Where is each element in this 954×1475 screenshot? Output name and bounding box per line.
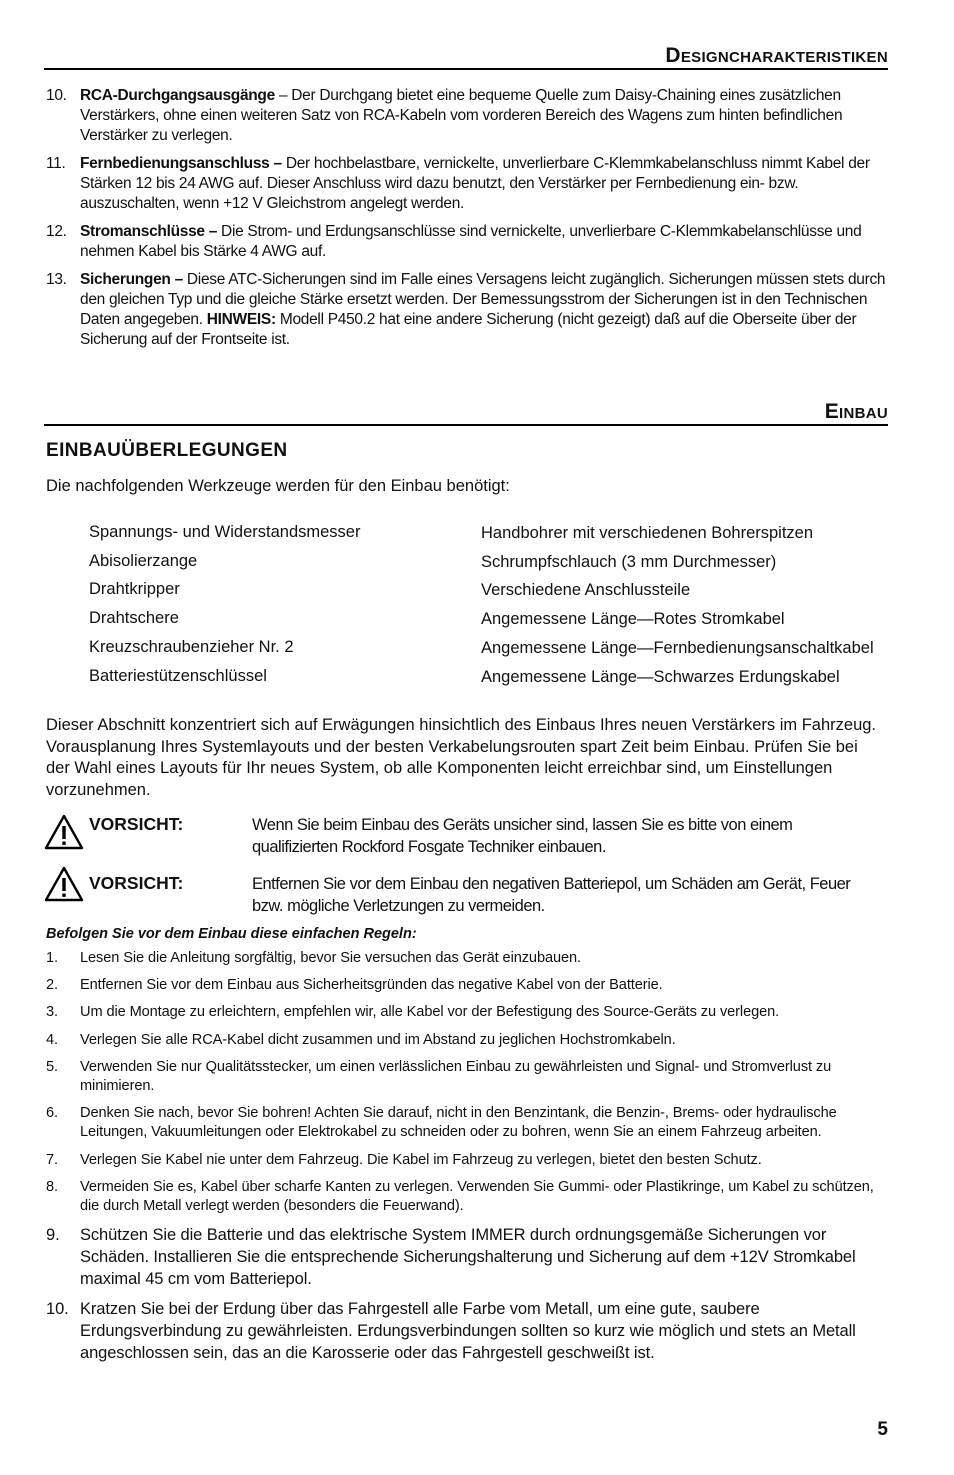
caution-text: Wenn Sie beim Einbau des Geräts unsicher sind, lassen Sie es bitte von einem qualifizierten Rockford Fosgate Techniker einbauen. xyxy=(252,816,793,856)
list-item: Batteriestützenschlüssel xyxy=(89,666,267,685)
list-item: 12. Stromanschlüsse – Die Strom- und Erdungsanschlüsse sind vernickelte, unverlierbare C-Klemmkabelanschlüsse und nehmen Kabel bis Stärke 4 AWG auf. xyxy=(46,223,862,260)
list-item: Abisolierzange xyxy=(89,551,198,570)
list-item: Schrumpfschlauch (3 mm Durchmesser) xyxy=(481,552,777,571)
warning-icon xyxy=(44,814,84,850)
list-item: Angemessene Länge—Fernbedienungsanschaltkabel xyxy=(481,638,874,657)
caution-text: Entfernen Sie vor dem Einbau den negativen Batteriepol, um Schäden am Gerät, Feuer bzw. mögliche Verletzungen zu vermeiden. xyxy=(252,875,851,915)
list-item: 10. RCA-Durchgangsausgänge – Der Durchgang bietet eine bequeme Quelle zum Daisy-Chaining eines zusätzlichen Verstärkers, ohne einen weiteren Satz von RCA-Kabeln vom vorderen Bereich des Wagens zum hinten befindlichen Verstärker zu verlegen. xyxy=(46,87,843,144)
design-features-list xyxy=(44,86,888,350)
caution-block xyxy=(44,814,888,862)
list-item: Drahtkripper xyxy=(89,580,180,599)
list-item: Drahtschere xyxy=(89,609,179,628)
section-paragraph: Dieser Abschnitt konzentriert sich auf Erwägungen hinsichtlich des Einbaus Ihres neuen Verstärkers im Fahrzeug. Vorausplanung Ihres Systemlayouts und der besten Verkabelungsrouten spart Zeit beim Einbau. Prüfen Sie bei der Wahl eines Layouts für Ihr neues System, ob alle Komponenten leicht erreichbar sind, um Einstellungen vorzunehmen. xyxy=(46,716,877,799)
rules-title: Befolgen Sie vor dem Einbau diese einfachen Regeln: xyxy=(46,926,417,942)
list-item: 2. Entfernen Sie vor dem Einbau aus Sicherheitsgründen das negative Kabel von der Batterie. xyxy=(46,977,663,994)
list-item: Angemessene Länge—Rotes Stromkabel xyxy=(481,610,785,629)
list-item: 6. Denken Sie nach, bevor Sie bohren! Achten Sie darauf, nicht in den Benzintank, die Benzin-, Brems- oder hydraulische Leitungen, Vakuumleitungen oder Elektrokabel zu schneiden oder zu bohren, wenn Sie an einem Fahrzeug arbeiten. xyxy=(46,1105,837,1141)
tools-right-column xyxy=(481,519,874,691)
list-item: 3. Um die Montage zu erleichtern, empfehlen wir, alle Kabel vor der Befestigung des Source-Geräts zu verlegen. xyxy=(46,1004,780,1021)
list-item: Spannungs- und Widerstandsmesser xyxy=(89,523,361,541)
subheading: EINBAUÜBERLEGUNGEN xyxy=(46,440,288,461)
tools-left-column xyxy=(89,518,360,690)
list-item: 10. Kratzen Sie bei der Erdung über das Fahrgestell alle Farbe vom Metall, um eine gute, saubere Erdungsverbindung zu gewährleisten. Erdungsverbindungen sollten so kurz wie möglich und stets an Metall angeschlossen sein, das an die Karosserie oder das Fahrgestell geschweißt ist. xyxy=(46,1300,856,1362)
list-item: Angemessene Länge—Schwarzes Erdungskabel xyxy=(481,667,840,686)
page-number: 5 xyxy=(877,1419,888,1440)
list-item: 5. Verwenden Sie nur Qualitätsstecker, um einen verlässlichen Einbau zu gewährleisten und Signal- und Stromverlust zu minimieren. xyxy=(46,1058,832,1095)
list-item: Handbohrer mit verschiedenen Bohrerspitzen xyxy=(481,524,814,542)
caution-block xyxy=(44,866,888,914)
warning-icon xyxy=(44,866,84,902)
list-item: Verschiedene Anschlussteile xyxy=(481,581,691,600)
list-item: 4. Verlegen Sie alle RCA-Kabel dicht zusammen und im Abstand zu jeglichen Hochstromkabeln. xyxy=(46,1031,676,1048)
section-heading-designcharakteristiken: Designcharakteristiken xyxy=(44,44,888,70)
list-item: 11. Fernbedienungsanschluss – Der hochbelastbare, vernickelte, unverlierbare C-Klemmkabelanschluss nimmt Kabel der Stärken 12 bis 24 AWG auf. Dieser Anschluss wird dazu benutzt, den Verstärker per Fernbedienung ein- bzw. auszuschalten, wenn +12 V Gleichstrom angelegt werden. xyxy=(46,155,870,212)
list-item: Kreuzschraubenzieher Nr. 2 xyxy=(89,637,294,656)
rules-list xyxy=(44,949,888,1364)
tools-intro: Die nachfolgenden Werkzeuge werden für den Einbau benötigt: xyxy=(46,477,510,495)
section-heading-einbau: Einbau xyxy=(44,400,888,426)
list-item: 8. Vermeiden Sie es, Kabel über scharfe Kanten zu verlegen. Verwenden Sie Gummi- oder Plastikringe, um Kabel zu schützen, die durch Metall verlegt werden (besonders die Feuerwand). xyxy=(46,1178,874,1215)
list-item: 9. Schützen Sie die Batterie und das elektrische System IMMER durch ordnungsgemäße Sicherungen vor Schäden. Installieren Sie die entsprechende Sicherungshalterung und Sicherung auf dem +12V Stromkabel maximal 45 cm vom Batteriepol. xyxy=(46,1226,856,1288)
list-item: 13. Sicherungen – Diese ATC-Sicherungen sind im Falle eines Versagens leicht zugänglich. Sicherungen müssen stets durch den gleichen Typ und die gleiche Stärke ersetzt werden. Der Bemessungsstrom der Sicherungen ist in den Technischen Daten angegeben. HINWEIS: Modell P450.2 hat eine andere Sicherung (nicht gezeigt) daß auf die Oberseite über der Sicherung auf der Frontseite ist. xyxy=(46,271,886,348)
list-item: 7. Verlegen Sie Kabel nie unter dem Fahrzeug. Die Kabel im Fahrzeug zu verlegen, bietet den besten Schutz. xyxy=(46,1151,762,1168)
caution-label: VORSICHT: xyxy=(89,814,184,834)
caution-label: VORSICHT: xyxy=(89,873,184,893)
list-item: 1. Lesen Sie die Anleitung sorgfältig, bevor Sie versuchen das Gerät einzubauen. xyxy=(46,950,581,966)
